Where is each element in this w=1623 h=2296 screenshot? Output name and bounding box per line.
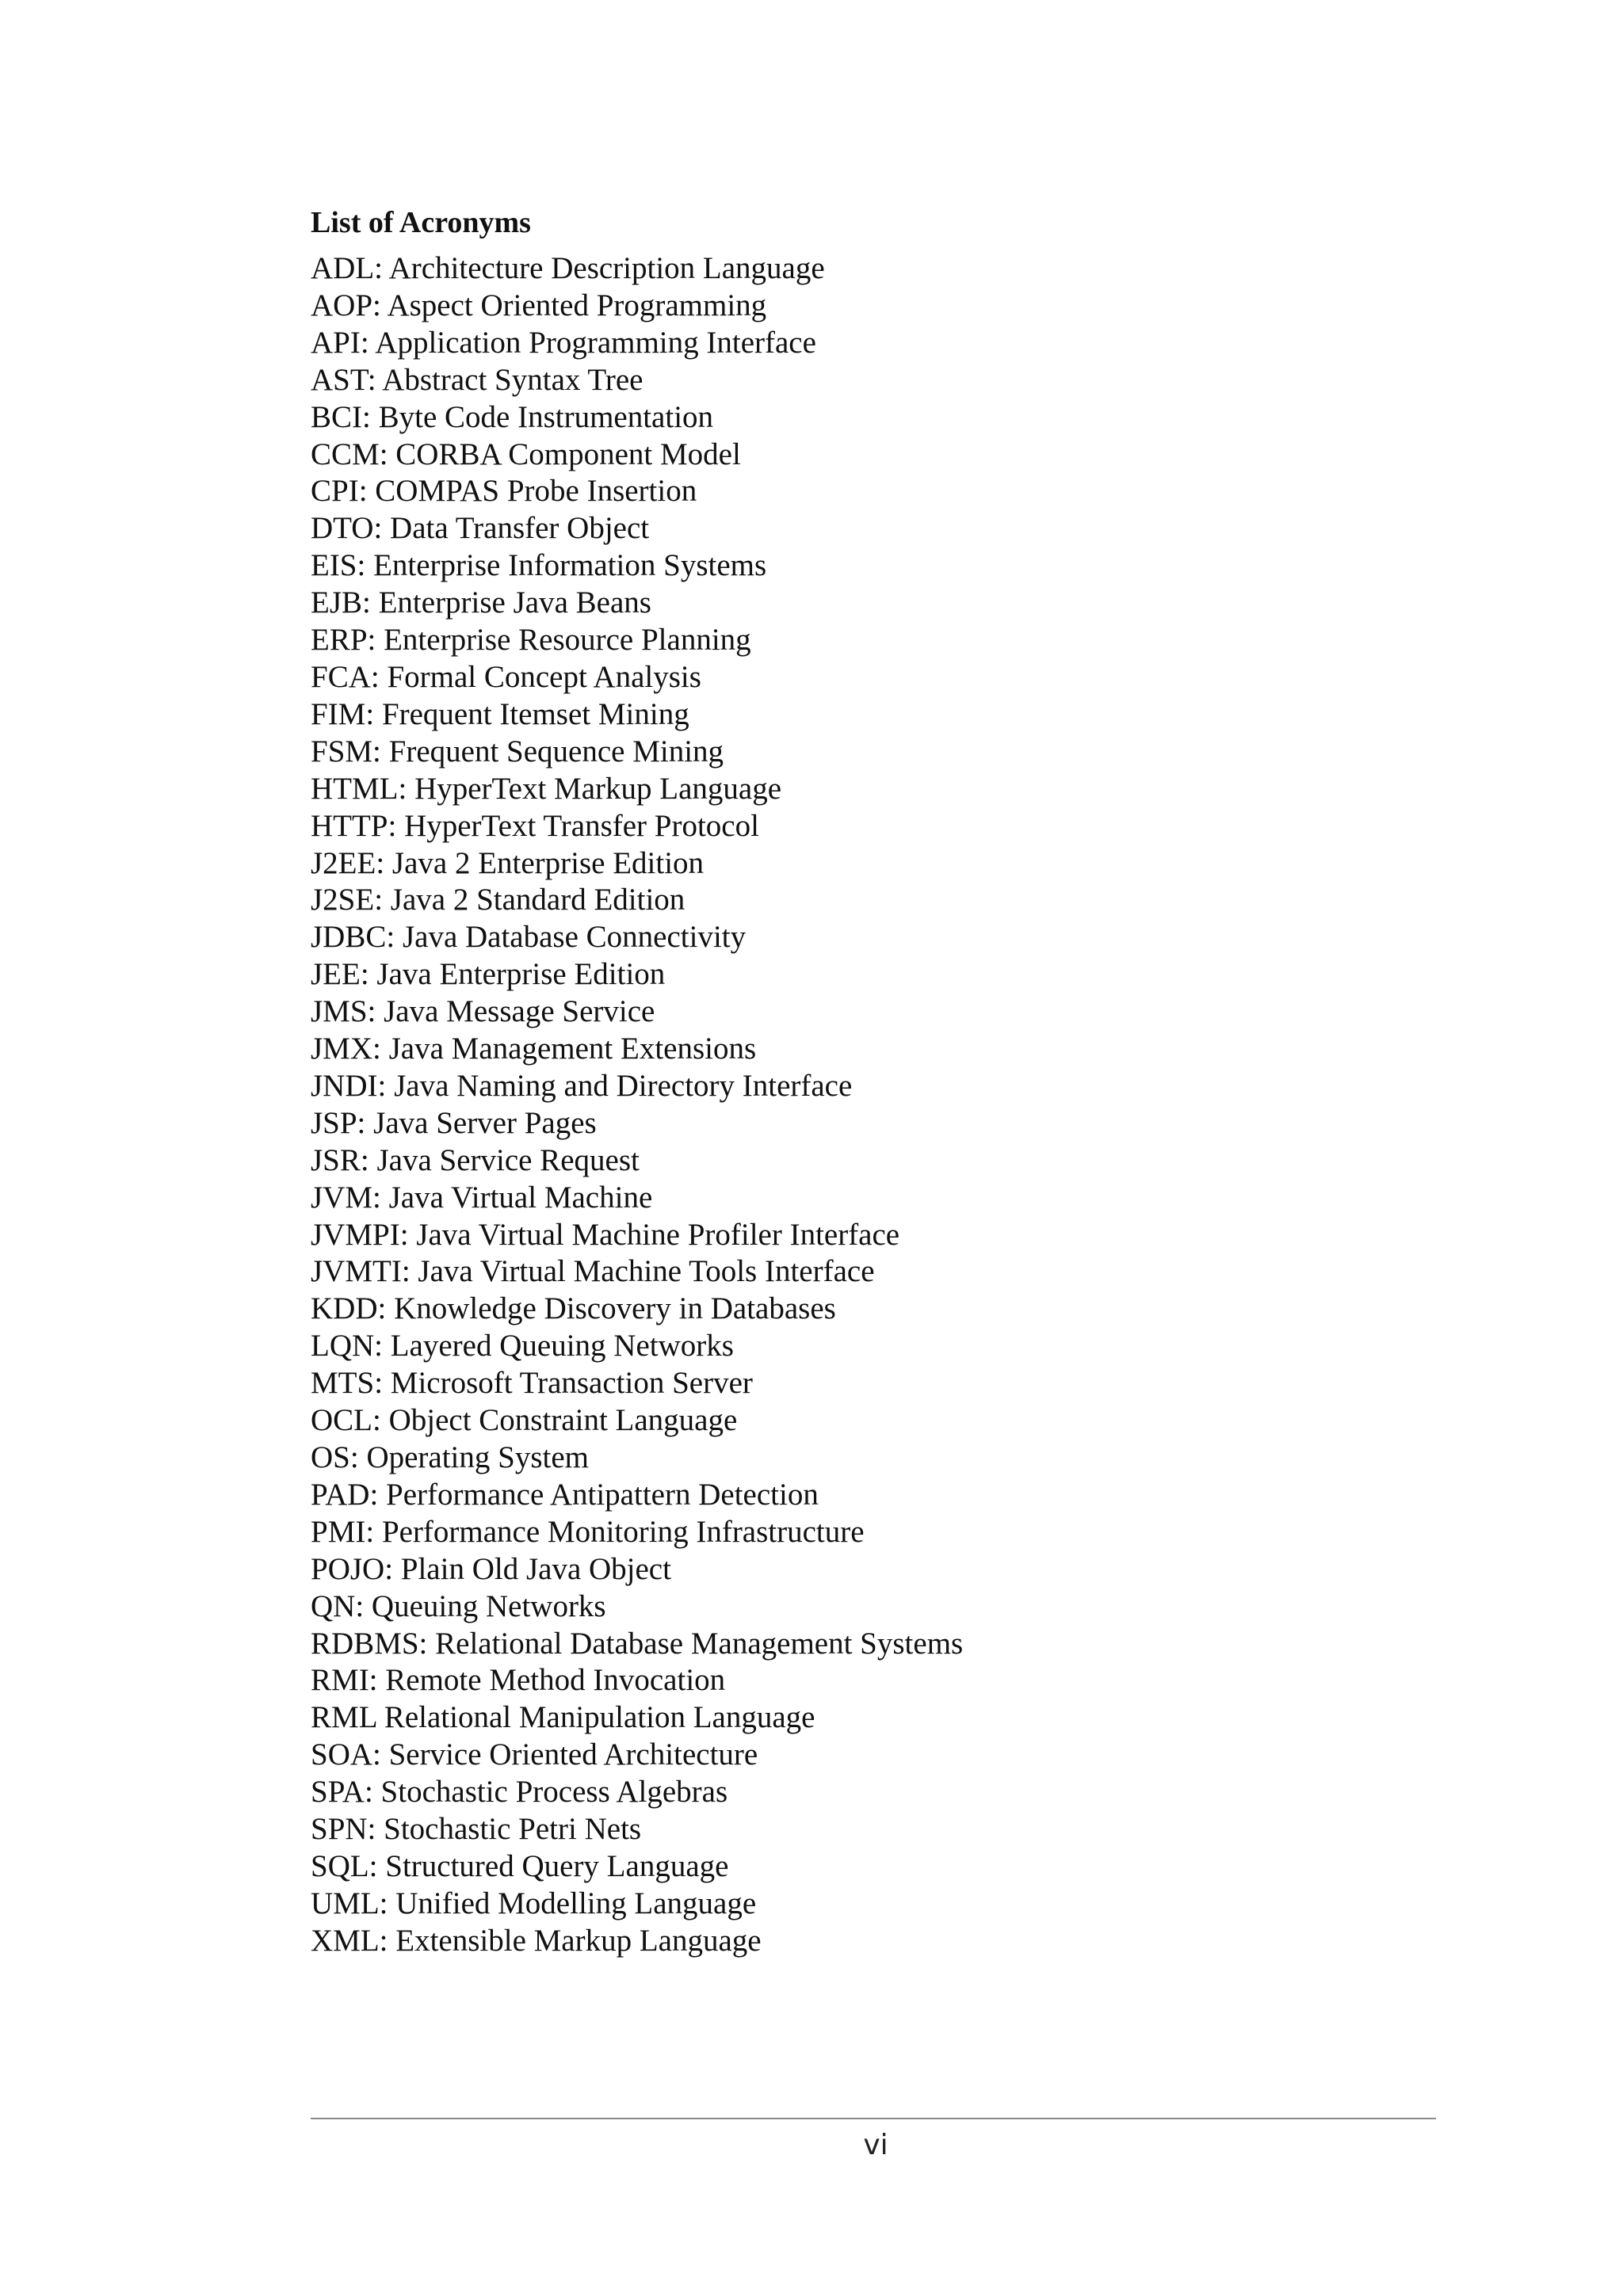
- acronym-entry: JEE: Java Enterprise Edition: [311, 957, 666, 992]
- acronym-entry: UML: Unified Modelling Language: [311, 1886, 757, 1920]
- acronyms-section: [311, 200, 1436, 1960]
- acronym-entry: LQN: Layered Queuing Networks: [311, 1329, 734, 1363]
- acronym-entry: HTML: HyperText Markup Language: [311, 771, 782, 806]
- acronym-entry: EJB: Enterprise Java Beans: [311, 585, 651, 620]
- acronym-entry: HTTP: HyperText Transfer Protocol: [311, 808, 759, 843]
- acronym-entry: FCA: Formal Concept Analysis: [311, 659, 701, 694]
- acronym-entry: JNDI: Java Naming and Directory Interface: [311, 1068, 853, 1103]
- acronym-entry: JVM: Java Virtual Machine: [311, 1180, 653, 1215]
- acronym-entry: AST: Abstract Syntax Tree: [311, 362, 643, 397]
- acronym-entry: API: Application Programming Interface: [311, 325, 816, 360]
- acronym-entry: CCM: CORBA Component Model: [311, 437, 741, 471]
- footer-rule: [311, 2118, 1436, 2119]
- section-heading: List of Acronyms: [311, 206, 531, 239]
- acronym-list: [311, 250, 1436, 1960]
- acronym-entry: J2SE: Java 2 Standard Edition: [311, 883, 685, 917]
- acronym-entry: EIS: Enterprise Information Systems: [311, 548, 767, 583]
- acronym-entry: OS: Operating System: [311, 1440, 589, 1474]
- acronym-entry: ERP: Enterprise Resource Planning: [311, 623, 751, 658]
- acronym-entry: AOP: Aspect Oriented Programming: [311, 288, 767, 322]
- acronym-entry: RMI: Remote Method Invocation: [311, 1663, 726, 1698]
- acronym-entry: JVMPI: Java Virtual Machine Profiler Interface: [311, 1217, 900, 1252]
- acronym-entry: SOA: Service Oriented Architecture: [311, 1737, 758, 1772]
- page-number: vi: [863, 2129, 888, 2161]
- acronym-entry: JMS: Java Message Service: [311, 994, 655, 1029]
- acronym-entry: J2EE: Java 2 Enterprise Edition: [311, 845, 705, 880]
- acronym-entry: CPI: COMPAS Probe Insertion: [311, 474, 697, 509]
- acronym-entry: POJO: Plain Old Java Object: [311, 1551, 671, 1586]
- acronym-entry: PMI: Performance Monitoring Infrastructure: [311, 1514, 865, 1549]
- acronym-entry: KDD: Knowledge Discovery in Databases: [311, 1291, 836, 1326]
- acronym-entry: MTS: Microsoft Transaction Server: [311, 1366, 753, 1401]
- acronym-entry: JSR: Java Service Request: [311, 1142, 640, 1177]
- acronym-entry: JDBC: Java Database Connectivity: [311, 920, 747, 955]
- acronym-entry: SPN: Stochastic Petri Nets: [311, 1812, 642, 1847]
- acronym-entry: RDBMS: Relational Database Management Systems: [311, 1626, 964, 1661]
- acronym-entry: DTO: Data Transfer Object: [311, 511, 650, 546]
- acronym-entry: JMX: Java Management Extensions: [311, 1032, 757, 1066]
- acronym-entry: JSP: Java Server Pages: [311, 1105, 597, 1140]
- acronym-entry: FIM: Frequent Itemset Mining: [311, 696, 689, 731]
- acronym-entry: ADL: Architecture Description Language: [311, 251, 825, 285]
- acronym-entry: QN: Queuing Networks: [311, 1589, 606, 1623]
- acronym-entry: SPA: Stochastic Process Algebras: [311, 1775, 728, 1810]
- acronym-entry: OCL: Object Constraint Language: [311, 1403, 738, 1438]
- acronym-entry: JVMTI: Java Virtual Machine Tools Interface: [311, 1254, 875, 1289]
- acronym-entry: BCI: Byte Code Instrumentation: [311, 399, 714, 434]
- acronym-entry: SQL: Structured Query Language: [311, 1848, 729, 1883]
- acronym-entry: PAD: Performance Antipattern Detection: [311, 1477, 819, 1512]
- acronym-entry: RML Relational Manipulation Language: [311, 1700, 815, 1735]
- acronym-entry: XML: Extensible Markup Language: [311, 1923, 762, 1958]
- acronym-entry: FSM: Frequent Sequence Mining: [311, 734, 724, 769]
